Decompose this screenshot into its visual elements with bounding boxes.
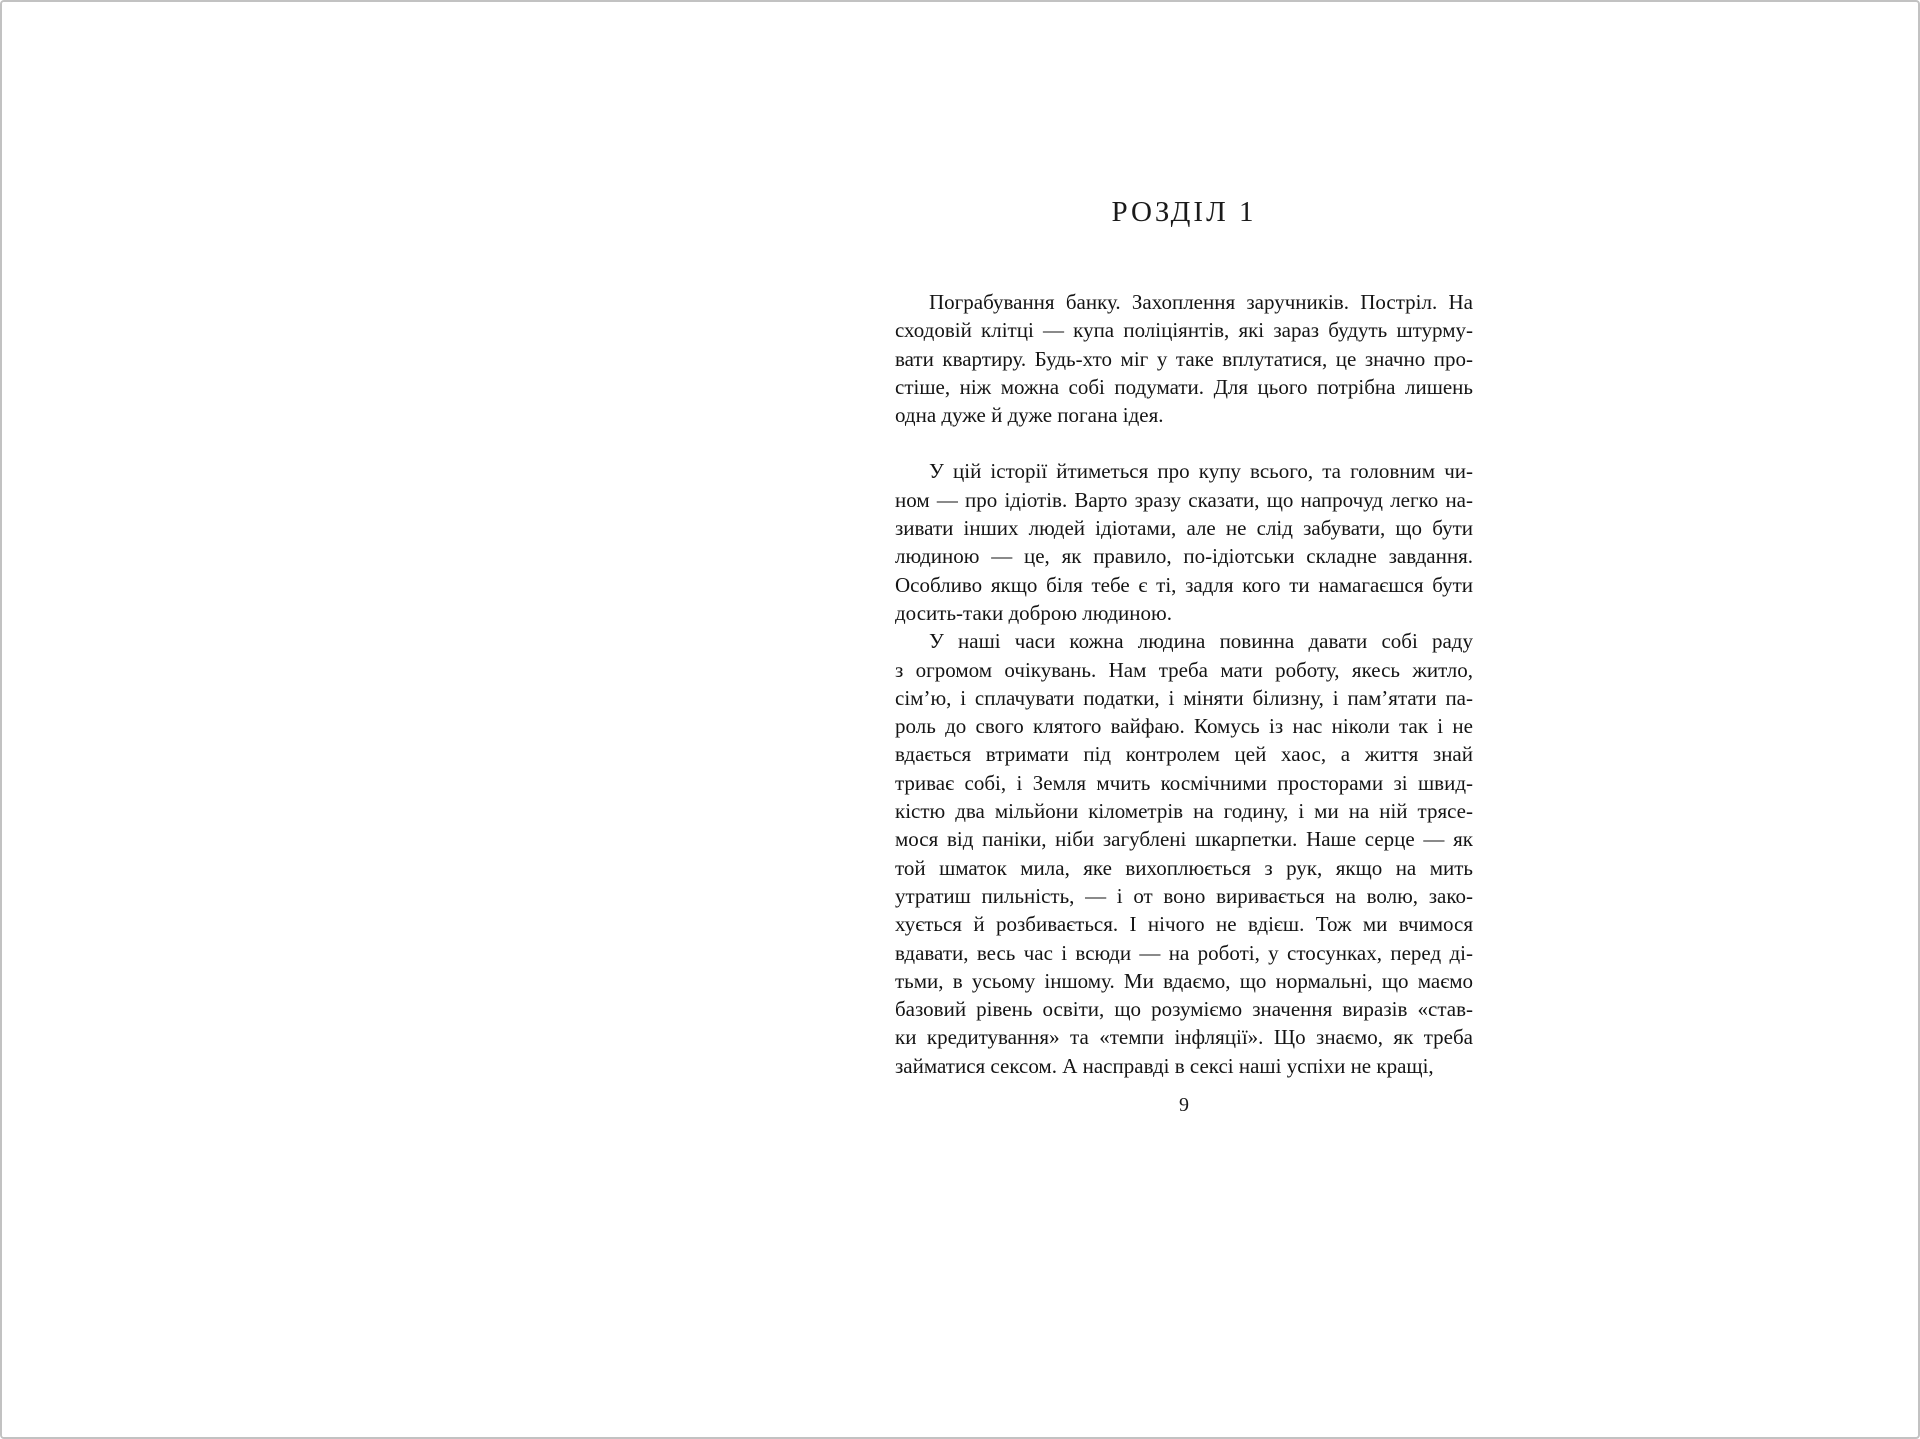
text-line: людиною — це, як правило, по-ідіотськи складне завдання. [895,544,1473,569]
text-block [895,288,1473,1080]
text-line: роль до свого клятого вайфаю. Комусь із нас ніколи так і не [895,714,1473,739]
text-line: утратиш пильність, — і от воно виривається на волю, зако- [895,883,1473,908]
text-line: сім’ю, і сплачувати податки, і міняти білизну, і пам’ятати па- [895,685,1473,710]
text-line: тьми, в усьому іншому. Ми вдаємо, що нормальні, що маємо [895,968,1473,993]
paragraph [895,288,1473,429]
paragraph [895,627,1473,1080]
blank-left-page [2,2,882,1439]
text-line: стіше, ніж можна собі подумати. Для цього потрібна лишень [895,374,1473,399]
text-line: кістю два мільйони кілометрів на годину, і ми на ній трясе- [895,799,1473,824]
text-line: вати квартиру. Будь-хто міг у таке вплутатися, це значно про- [895,346,1473,371]
chapter-title: РОЗДІЛ 1 [1111,196,1257,228]
text-line: той шматок мила, яке вихоплюється з рук, якщо на мить [895,855,1473,880]
page-number: 9 [1179,1094,1189,1116]
text-line: Пограбування банку. Захоплення заручників. Постріл. На [929,290,1473,314]
text-line: У наші часи кожна людина повинна давати собі раду [929,629,1473,654]
text-line: триває собі, і Земля мчить космічними просторами зі швид- [895,770,1473,795]
text-line: займатися сексом. А насправді в сексі наші успіхи не кращі, [895,1053,1434,1078]
text-line: Особливо якщо біля тебе є ті, задля кого ти намагаєшся бути [895,572,1473,597]
text-line: базовий рівень освіти, що розуміємо значення виразів «став- [895,997,1473,1022]
text-line: з огромом очікувань. Нам треба мати роботу, якесь житло, [895,657,1473,682]
text-line: хується й розбивається. І нічого не вдієш. Тож ми вчимося [895,912,1473,937]
text-line: вдається втримати під контролем цей хаос, а життя знай [895,742,1473,767]
text-line: сходовій клітці — купа поліціянтів, які зараз будуть штурму- [895,318,1473,343]
text-line: мося від паніки, ніби загублені шкарпетки. Наше серце — як [895,827,1473,852]
book-page [895,2,1473,1439]
text-line: ки кредитування» та «темпи інфляції». Що знаємо, як треба [895,1025,1473,1050]
text-line: зивати інших людей ідіотами, але не слід забувати, що бути [895,516,1473,541]
text-line: вдавати, весь час і всюди — на роботі, у стосунках, перед ді- [895,940,1473,965]
text-line: одна дуже й дуже погана ідея. [895,403,1164,428]
text-line: досить-таки доброю людиною. [895,600,1172,625]
paragraph [895,457,1473,627]
text-line: ном — про ідіотів. Варто зразу сказати, що напрочуд легко на- [895,487,1473,512]
text-line: У цій історії йтиметься про купу всього, та головним чи- [929,459,1473,484]
